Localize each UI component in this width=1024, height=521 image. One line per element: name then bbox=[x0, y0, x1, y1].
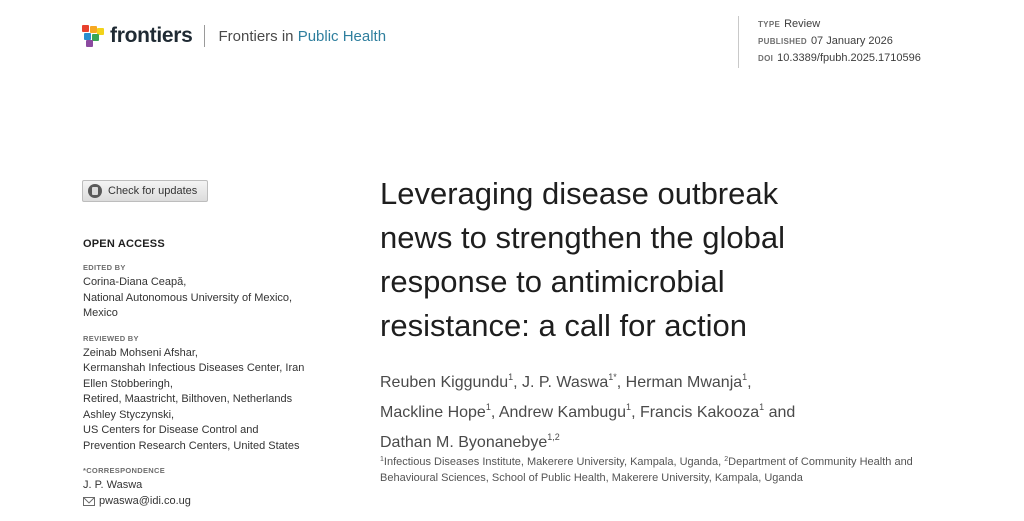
article-title bbox=[380, 172, 900, 348]
editor-line: Corina-Diana Ceapă, bbox=[83, 276, 187, 288]
reviewer-line: Ellen Stobberingh, bbox=[83, 377, 173, 390]
reviewer-line: Kermanshah Infectious Diseases Center, Iran bbox=[83, 362, 305, 374]
author-affiliation-ref: 1,2 bbox=[547, 432, 560, 442]
header-divider bbox=[204, 25, 205, 47]
check-updates-label: Check for updates bbox=[108, 185, 198, 197]
author-separator: , bbox=[631, 404, 640, 421]
journal-prefix: Frontiers in bbox=[218, 27, 298, 45]
reviewed-by-section bbox=[83, 334, 345, 455]
author-name[interactable]: Herman Mwanja bbox=[625, 374, 743, 391]
correspondence-label: *CORRESPONDENCE bbox=[83, 466, 166, 475]
journal-subject: Public Health bbox=[297, 27, 387, 45]
meta-doi bbox=[758, 50, 921, 67]
journal-name[interactable] bbox=[218, 28, 386, 45]
meta-type bbox=[758, 16, 921, 33]
correspondence-name: J. P. Waswa bbox=[83, 479, 143, 491]
author-separator: , bbox=[616, 374, 626, 391]
meta-doi-value[interactable]: 10.3389/fpubh.2025.1710596 bbox=[777, 52, 921, 64]
reviewer-line: US Centers for Disease Control and bbox=[83, 424, 259, 436]
author-separator: , bbox=[490, 404, 499, 421]
affiliation-number: 1 bbox=[380, 456, 384, 463]
author-list bbox=[380, 365, 940, 455]
reviewer-line: Prevention Research Centers, United States bbox=[83, 439, 300, 452]
author-separator: and bbox=[764, 404, 796, 421]
author-affiliation-ref: 1 bbox=[626, 402, 632, 412]
meta-doi-label: DOI bbox=[758, 54, 774, 63]
editor-line: Mexico bbox=[83, 307, 118, 319]
author-separator: , bbox=[513, 374, 523, 391]
editor-line: National Autonomous University of Mexico, bbox=[83, 291, 293, 304]
reviewed-by-label: REVIEWED BY bbox=[83, 333, 139, 343]
brand-name[interactable]: frontiers bbox=[110, 24, 193, 47]
edited-by-section bbox=[83, 263, 345, 322]
author-affiliation-ref: 1 bbox=[485, 402, 491, 412]
reviewer-line: Ashley Styczynski, bbox=[83, 408, 175, 421]
check-updates-icon bbox=[88, 184, 102, 198]
author-separator: , bbox=[747, 374, 752, 391]
author-name[interactable]: Andrew Kambugu bbox=[498, 404, 627, 421]
article-meta bbox=[738, 16, 921, 68]
frontiers-logo-icon bbox=[82, 25, 104, 47]
author-affiliation-ref: 1 bbox=[742, 372, 748, 382]
title-line: Leveraging disease outbreak bbox=[380, 176, 779, 211]
affiliation-text: Infectious Diseases Institute, Makerere University, Kampala, Uganda, bbox=[383, 456, 725, 468]
author-name[interactable]: J. P. Waswa bbox=[522, 374, 609, 391]
meta-published bbox=[758, 33, 921, 50]
title-line: news to strengthen the global bbox=[380, 220, 785, 255]
affiliation-text: Department of Community Health and Behavioural Sciences, School of Public Health, Makerere University, Kampala, Uganda bbox=[380, 456, 913, 484]
open-access-label: OPEN ACCESS bbox=[83, 238, 165, 250]
edited-by-label: EDITED BY bbox=[83, 263, 126, 272]
meta-type-value: Review bbox=[784, 18, 821, 30]
check-for-updates-button[interactable] bbox=[82, 180, 208, 202]
author-name[interactable]: Francis Kakooza bbox=[639, 404, 760, 421]
journal-header bbox=[82, 24, 386, 48]
author-name[interactable]: Mackline Hope bbox=[380, 404, 486, 421]
title-line: response to antimicrobial bbox=[380, 264, 725, 299]
title-line: resistance: a call for action bbox=[380, 308, 748, 343]
correspondence-section bbox=[83, 466, 345, 509]
author-name[interactable]: Reuben Kiggundu bbox=[380, 374, 509, 391]
affiliations bbox=[380, 452, 940, 486]
correspondence-email-row bbox=[83, 494, 345, 510]
author-affiliation-ref: 1 bbox=[508, 372, 514, 382]
meta-published-label: PUBLISHED bbox=[758, 37, 807, 46]
affiliation-number: 2 bbox=[724, 456, 729, 463]
mail-icon bbox=[83, 497, 95, 506]
reviewer-line: Retired, Maastricht, Bilthoven, Netherlands bbox=[83, 393, 293, 405]
author-affiliation-ref: 1* bbox=[608, 372, 617, 382]
article-sidebar bbox=[83, 238, 345, 521]
author-affiliation-ref: 1 bbox=[759, 402, 765, 412]
meta-type-label: TYPE bbox=[758, 20, 781, 29]
reviewer-line: Zeinab Mohseni Afshar, bbox=[83, 346, 198, 359]
correspondence-email[interactable]: pwaswa@idi.co.ug bbox=[99, 494, 191, 507]
author-name[interactable]: Dathan M. Byonanebye bbox=[380, 434, 548, 451]
meta-published-value: 07 January 2026 bbox=[810, 35, 893, 47]
